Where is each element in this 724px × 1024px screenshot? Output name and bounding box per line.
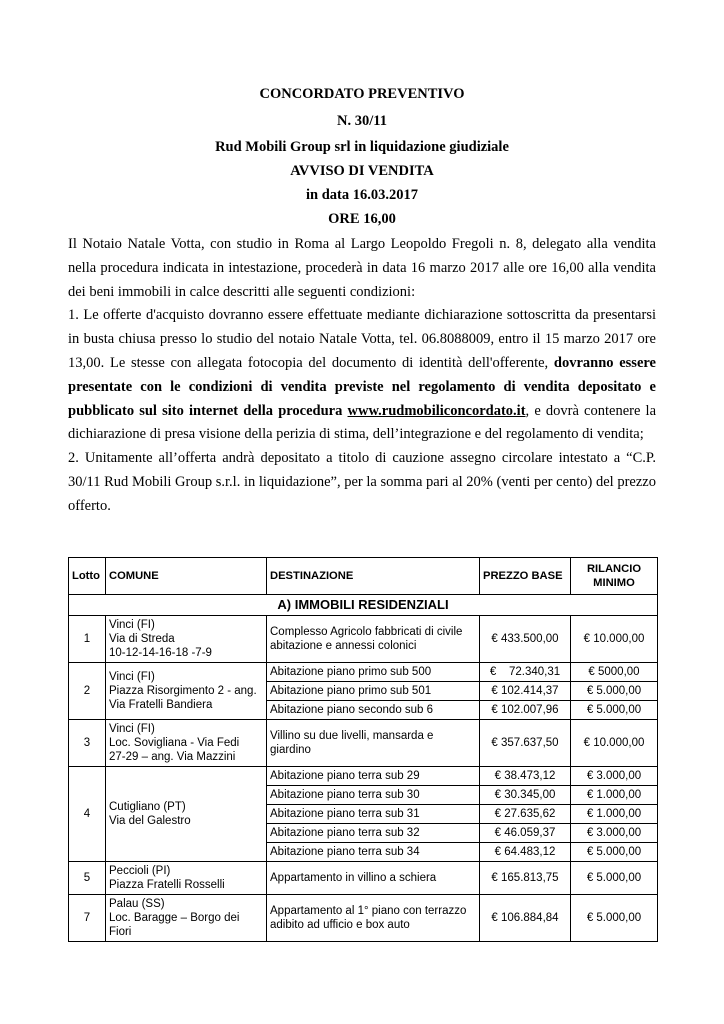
section-row [69,595,658,616]
intro-paragraph: Il Notaio Natale Votta, con studio in Roma al Largo Leopoldo Fregoli n. 8, delegato alla vendita nella procedura indicata in intestazione, procederà in data 16 marzo 2017 alle ore 16,00 alla vendita dei beni immobili in calce descritti alle seguenti condizioni: [68,236,656,300]
lot-rilancio: € 5.000,00 [571,701,658,720]
header-destinazione: DESTINAZIONE [267,558,480,595]
sale-time: ORE 16,00 [328,211,396,227]
lot-comune [106,663,267,720]
condition-2: 2. Unitamente all’offerta andrà depositato a titolo di cauzione assegno circolare intestato a “C.P. 30/11 Rud Mobili Group s.r.l. in liquidazione”, per la somma pari al 20% (venti per cento) del prezzo offerto. [68,450,656,514]
lot-destinazione: Abitazione piano terra sub 29 [267,767,480,786]
lot-prezzo: € 64.483,12 [480,843,571,862]
lot-rilancio: € 5.000,00 [571,843,658,862]
condition-1-bold: dovranno essere presentate con le condizioni di vendita previste nel regolamento di vendita depositato e pubblicato sul sito internet della procedura [68,354,656,419]
lot-comune [106,862,267,895]
procedure-number: N. 30/11 [337,113,387,129]
lots-table [68,557,658,942]
lot-number: 3 [69,720,106,767]
notice-title: AVVISO DI VENDITA [290,163,434,179]
website-link[interactable]: www.rudmobiliconcordato.it [347,402,526,419]
table-row [69,663,658,682]
header-lotto: Lotto [69,558,106,595]
lot-destinazione: Abitazione piano terra sub 32 [267,824,480,843]
lot-prezzo: € 106.884,84 [480,895,571,942]
header-rilancio: RILANCIO MINIMO [571,558,658,595]
lot-rilancio: € 5.000,00 [571,862,658,895]
lot-number: 5 [69,862,106,895]
lot-prezzo: € 46.059,37 [480,824,571,843]
lot-prezzo: € 72.340,31 [480,663,571,682]
section-title: A) IMMOBILI RESIDENZIALI [69,595,658,616]
doc-title: CONCORDATO PREVENTIVO [259,86,465,102]
lot-rilancio: € 1.000,00 [571,786,658,805]
lot-destinazione: Appartamento al 1° piano con terrazzo adibito ad ufficio e box auto [267,895,480,942]
lot-destinazione: Abitazione piano secondo sub 6 [267,701,480,720]
lot-comune [106,767,267,862]
lot-rilancio: € 10.000,00 [571,720,658,767]
comune-line: Piazza Risorgimento 2 - ang. [109,685,257,697]
header-comune: COMUNE [106,558,267,595]
comune-line: 10-12-14-16-18 -7-9 [109,647,212,659]
lot-number: 4 [69,767,106,862]
table-row [69,616,658,663]
table-row [69,720,658,767]
lot-number: 2 [69,663,106,720]
lot-destinazione: Abitazione piano terra sub 31 [267,805,480,824]
lot-destinazione: Abitazione piano primo sub 500 [267,663,480,682]
lot-rilancio: € 5.000,00 [571,895,658,942]
lot-destinazione: Villino su due livelli, mansarda e giardino [267,720,480,767]
lot-rilancio: € 5.000,00 [571,682,658,701]
lot-destinazione: Abitazione piano primo sub 501 [267,682,480,701]
lot-rilancio: € 10.000,00 [571,616,658,663]
lot-prezzo: € 433.500,00 [480,616,571,663]
comune-line: Vinci (FI) [109,671,155,683]
table-row [69,862,658,895]
company-name: Rud Mobili Group srl in liquidazione giudiziale [215,139,509,155]
table-row [69,895,658,942]
condition-1-end: , e dovrà contenere la dichiarazione di presa visione della perizia di stima, dell’integrazione e del regolamento di vendita; [68,402,656,443]
comune-line: Via di Streda [109,633,175,645]
lot-destinazione: Complesso Agricolo fabbricati di civile abitazione e annessi colonici [267,616,480,663]
sale-date: in data 16.03.2017 [306,187,418,203]
comune-line: 27-29 – ang. Via Mazzini [109,751,236,763]
notice-body [68,233,656,519]
comune-line: Loc. Baragge – Borgo dei Fiori [109,912,240,938]
lot-rilancio: € 1.000,00 [571,805,658,824]
comune-line: Via Fratelli Bandiera [109,699,213,711]
lot-prezzo: € 357.637,50 [480,720,571,767]
comune-line: Via del Galestro [109,815,191,827]
lot-number: 7 [69,895,106,942]
lot-destinazione: Abitazione piano terra sub 34 [267,843,480,862]
lot-prezzo: € 30.345,00 [480,786,571,805]
comune-line: Cutigliano (PT) [109,801,186,813]
table-row [69,767,658,786]
lot-prezzo: € 165.813,75 [480,862,571,895]
lot-prezzo: € 27.635,62 [480,805,571,824]
lot-comune [106,720,267,767]
lot-prezzo: € 38.473,12 [480,767,571,786]
comune-line: Piazza Fratelli Rosselli [109,879,225,891]
lot-prezzo: € 102.414,37 [480,682,571,701]
table-header-row [69,558,658,595]
condition-1-text: 1. Le offerte d'acquisto dovranno essere effettuate mediante dichiarazione sottoscritta da presentarsi in busta chiusa presso lo studio del notaio Natale Votta, tel. 06.8088009, entro il 15 marzo 2017 ore 13,00. Le stesse con allegata fotocopia del documento di identità dell'offerente, [68,307,656,371]
lot-rilancio: € 3.000,00 [571,824,658,843]
comune-line: Palau (SS) [109,898,165,910]
comune-line: Peccioli (PI) [109,865,171,877]
comune-line: Loc. Sovigliana - Via Fedi [109,737,240,749]
condition-1 [68,304,656,447]
lot-rilancio: € 3.000,00 [571,767,658,786]
lot-comune [106,616,267,663]
header-prezzo: PREZZO BASE [480,558,571,595]
comune-line: Vinci (FI) [109,723,155,735]
lot-destinazione: Appartamento in villino a schiera [267,862,480,895]
lot-rilancio: € 5000,00 [571,663,658,682]
lot-number: 1 [69,616,106,663]
lot-prezzo: € 102.007,96 [480,701,571,720]
comune-line: Vinci (FI) [109,619,155,631]
lot-destinazione: Abitazione piano terra sub 30 [267,786,480,805]
lot-comune [106,895,267,942]
